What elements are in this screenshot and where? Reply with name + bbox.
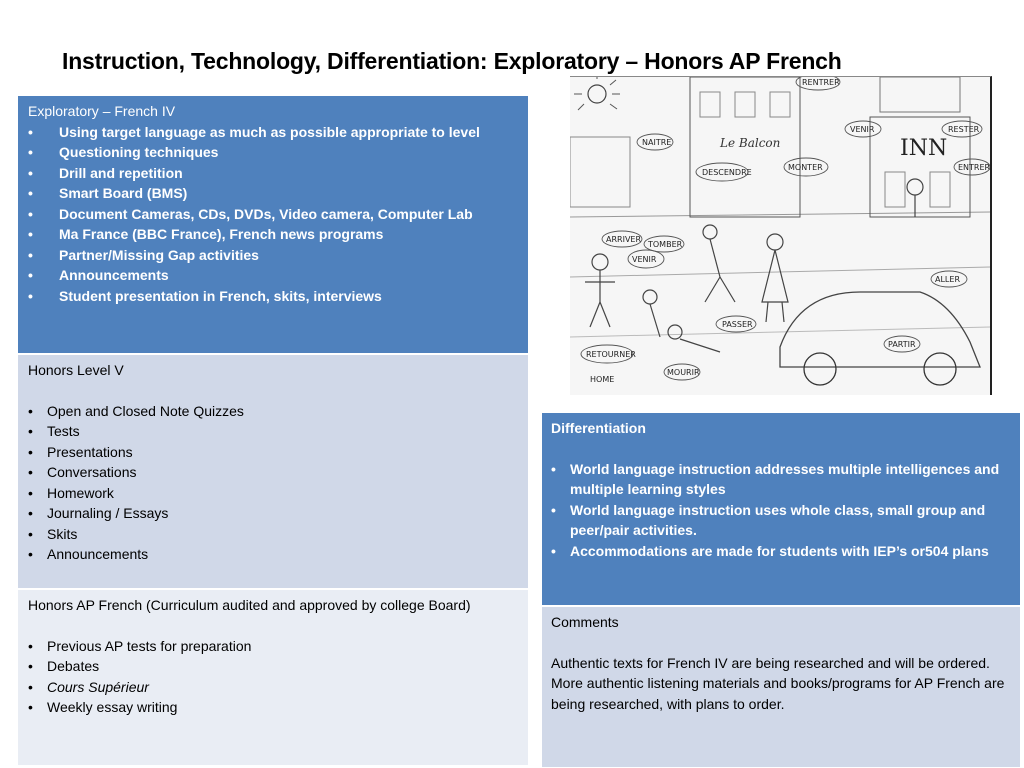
list-item	[28, 677, 518, 698]
list-item: • Debates	[28, 656, 518, 677]
list-item: • Tests	[28, 421, 518, 442]
list-item: • Drill and repetition	[28, 163, 518, 184]
list-item: • Presentations	[28, 442, 518, 463]
sketch-label: VENIR	[850, 125, 875, 134]
slide-title: Instruction, Technology, Differentiation: Exploratory – Honors AP French	[62, 48, 842, 74]
ap-heading: Honors AP French (Curriculum audited and approved by college Board)	[28, 597, 471, 613]
list-item: • Partner/Missing Gap activities	[28, 245, 518, 266]
sketch-label: NAITRE	[642, 138, 672, 147]
sketch-label: VENIR	[632, 255, 657, 264]
list-item: • Ma France (BBC France), French news programs	[28, 224, 518, 245]
comments-heading: Comments	[551, 614, 619, 630]
list-item: • Journaling / Essays	[28, 503, 518, 524]
exploratory-panel	[17, 95, 529, 354]
sketch-label: TOMBER	[648, 240, 683, 249]
sketch-label: ALLER	[935, 275, 960, 284]
sketch-label: ENTRER	[958, 163, 990, 172]
sketch-label: PASSER	[722, 320, 753, 329]
list-item: • Announcements	[28, 544, 518, 565]
french-verbs-sketch-image	[570, 76, 992, 395]
list-item: • Weekly essay writing	[28, 697, 518, 718]
list-item: • Smart Board (BMS)	[28, 183, 518, 204]
sketch-label: HOME	[590, 375, 615, 384]
comments-panel	[541, 606, 1021, 768]
list-item: • Announcements	[28, 265, 518, 286]
honors-list	[28, 401, 518, 565]
sketch-label: ARRIVER	[606, 235, 642, 244]
list-item: • World language instruction uses whole class, small group and peer/pair activities.	[551, 500, 1011, 541]
ap-list	[28, 636, 518, 718]
list-item: • Previous AP tests for preparation	[28, 636, 518, 657]
differentiation-heading: Differentiation	[551, 420, 646, 436]
list-item: • Questioning techniques	[28, 142, 518, 163]
list-item: • Student presentation in French, skits, interviews	[28, 286, 518, 307]
sketch-label: RENTRER	[802, 78, 840, 87]
sketch-label: INN	[900, 136, 948, 161]
list-item: • Accommodations are made for students with IEP’s or504 plans	[551, 541, 1011, 562]
sketch-label: MOURIR	[667, 368, 700, 377]
exploratory-heading: Exploratory – French IV	[28, 103, 176, 119]
list-item: • Homework	[28, 483, 518, 504]
list-item: • Document Cameras, CDs, DVDs, Video camera, Computer Lab	[28, 204, 518, 225]
sketch-label: MONTER	[788, 163, 823, 172]
sketch-drawing	[570, 77, 990, 395]
list-item: • World language instruction addresses multiple intelligences and multiple learning styles	[551, 459, 1011, 500]
sketch-label: RESTER	[948, 125, 980, 134]
list-item: • Conversations	[28, 462, 518, 483]
differentiation-panel	[541, 412, 1021, 606]
comments-text: Authentic texts for French IV are being researched and will be ordered. More authentic listening materials and books/programs for AP French are being researched, with plans to order.	[551, 654, 1005, 712]
honors-panel	[17, 354, 529, 589]
sketch-label: DESCENDRE	[702, 168, 752, 177]
honors-heading: Honors Level V	[28, 362, 124, 378]
differentiation-list	[551, 459, 1011, 562]
list-item: • Using target language as much as possible appropriate to level	[28, 122, 518, 143]
sketch-label: Le Balcon	[720, 136, 781, 150]
exploratory-list	[28, 122, 518, 307]
list-item-italic: Cours Supérieur	[47, 678, 149, 695]
list-item: • Skits	[28, 524, 518, 545]
sketch-label: RETOURNER	[586, 350, 636, 359]
list-item: • Open and Closed Note Quizzes	[28, 401, 518, 422]
ap-panel	[17, 589, 529, 766]
sketch-label: PARTIR	[888, 340, 916, 349]
